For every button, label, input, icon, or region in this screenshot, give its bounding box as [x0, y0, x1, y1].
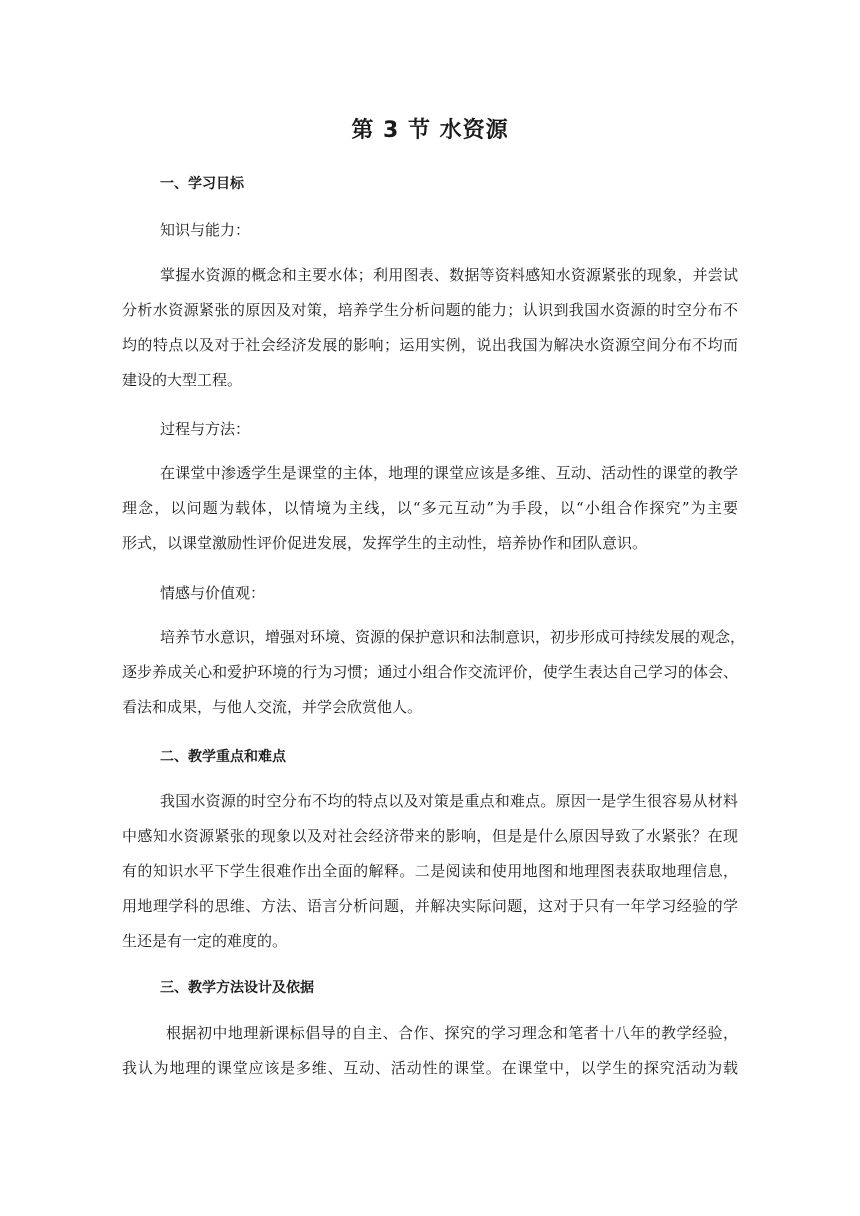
- text-line: 生还是有一定的难度的。: [122, 932, 288, 950]
- text-line: 根据初中地理新课标倡导的自主、合作、探究的学习理念和笔者十八年的教学经验，: [166, 1024, 738, 1042]
- text-line: 培养节水意识，增强对环境、资源的保护意识和法制意识，初步形成可持续发展的观念，: [160, 628, 746, 646]
- text-line: 均的特点以及对于社会经济发展的影响；运用实例，说出我国为解决水资源空间分布不均而: [122, 336, 738, 354]
- text-line: 看法和成果，与他人交流，并学会欣赏他人。: [122, 698, 423, 716]
- subheading-knowledge: 知识与能力：: [160, 221, 251, 239]
- text-line: 形式，以课堂激励性评价促进发展，发挥学生的主动性，培养协作和团队意识。: [122, 534, 648, 552]
- paragraph-emotion: [122, 620, 746, 725]
- text-line: 在课堂中渗透学生是课堂的主体，地理的课堂应该是多维、互动、活动性的课堂的教学: [160, 464, 738, 482]
- paragraph-process: [122, 456, 738, 561]
- subheading-process: 过程与方法：: [160, 420, 251, 438]
- text-line: 逐步养成关心和爱护环境的行为习惯；通过小组合作交流评价，使学生表达自己学习的体会、: [122, 663, 738, 681]
- text-line: 掌握水资源的概念和主要水体；利用图表、数据等资料感知水资源紧张的现象，并尝试: [160, 266, 738, 284]
- text-line: 用地理学科的思维、方法、语言分析问题，并解决实际问题，这对于只有一年学习经验的学: [122, 897, 738, 915]
- subheading-emotion: 情感与价值观：: [160, 584, 266, 602]
- paragraph-key-points: [122, 784, 738, 959]
- page-title: 第 3 节 水资源: [351, 118, 509, 143]
- text-line: 理念，以问题为载体，以情境为主线，以“多元互动”为手段，以“小组合作探究”为主要: [122, 499, 738, 517]
- text-line: 中感知水资源紧张的现象以及对社会经济带来的影响，但是是什么原因导致了水紧张？在现: [122, 827, 738, 845]
- text-line: 分析水资源紧张的原因及对策，培养学生分析问题的能力；认识到我国水资源的时空分布不: [122, 301, 738, 319]
- text-line: 我认为地理的课堂应该是多维、互动、活动性的课堂。在课堂中，以学生的探究活动为载: [122, 1059, 738, 1077]
- section-heading-key-points: 二、教学重点和难点: [160, 749, 286, 765]
- text-line: 有的知识水平下学生很难作出全面的解释。二是阅读和使用地图和地理图表获取地理信息，: [122, 862, 738, 880]
- paragraph-methods: [122, 1016, 738, 1086]
- text-line: 建设的大型工程。: [122, 371, 243, 389]
- section-heading-methods: 三、教学方法设计及依据: [160, 980, 314, 996]
- paragraph-knowledge: [122, 258, 738, 398]
- section-heading-learning-goals: 一、学习目标: [160, 176, 244, 192]
- text-line: 我国水资源的时空分布不均的特点以及对策是重点和难点。原因一是学生很容易从材料: [160, 792, 738, 810]
